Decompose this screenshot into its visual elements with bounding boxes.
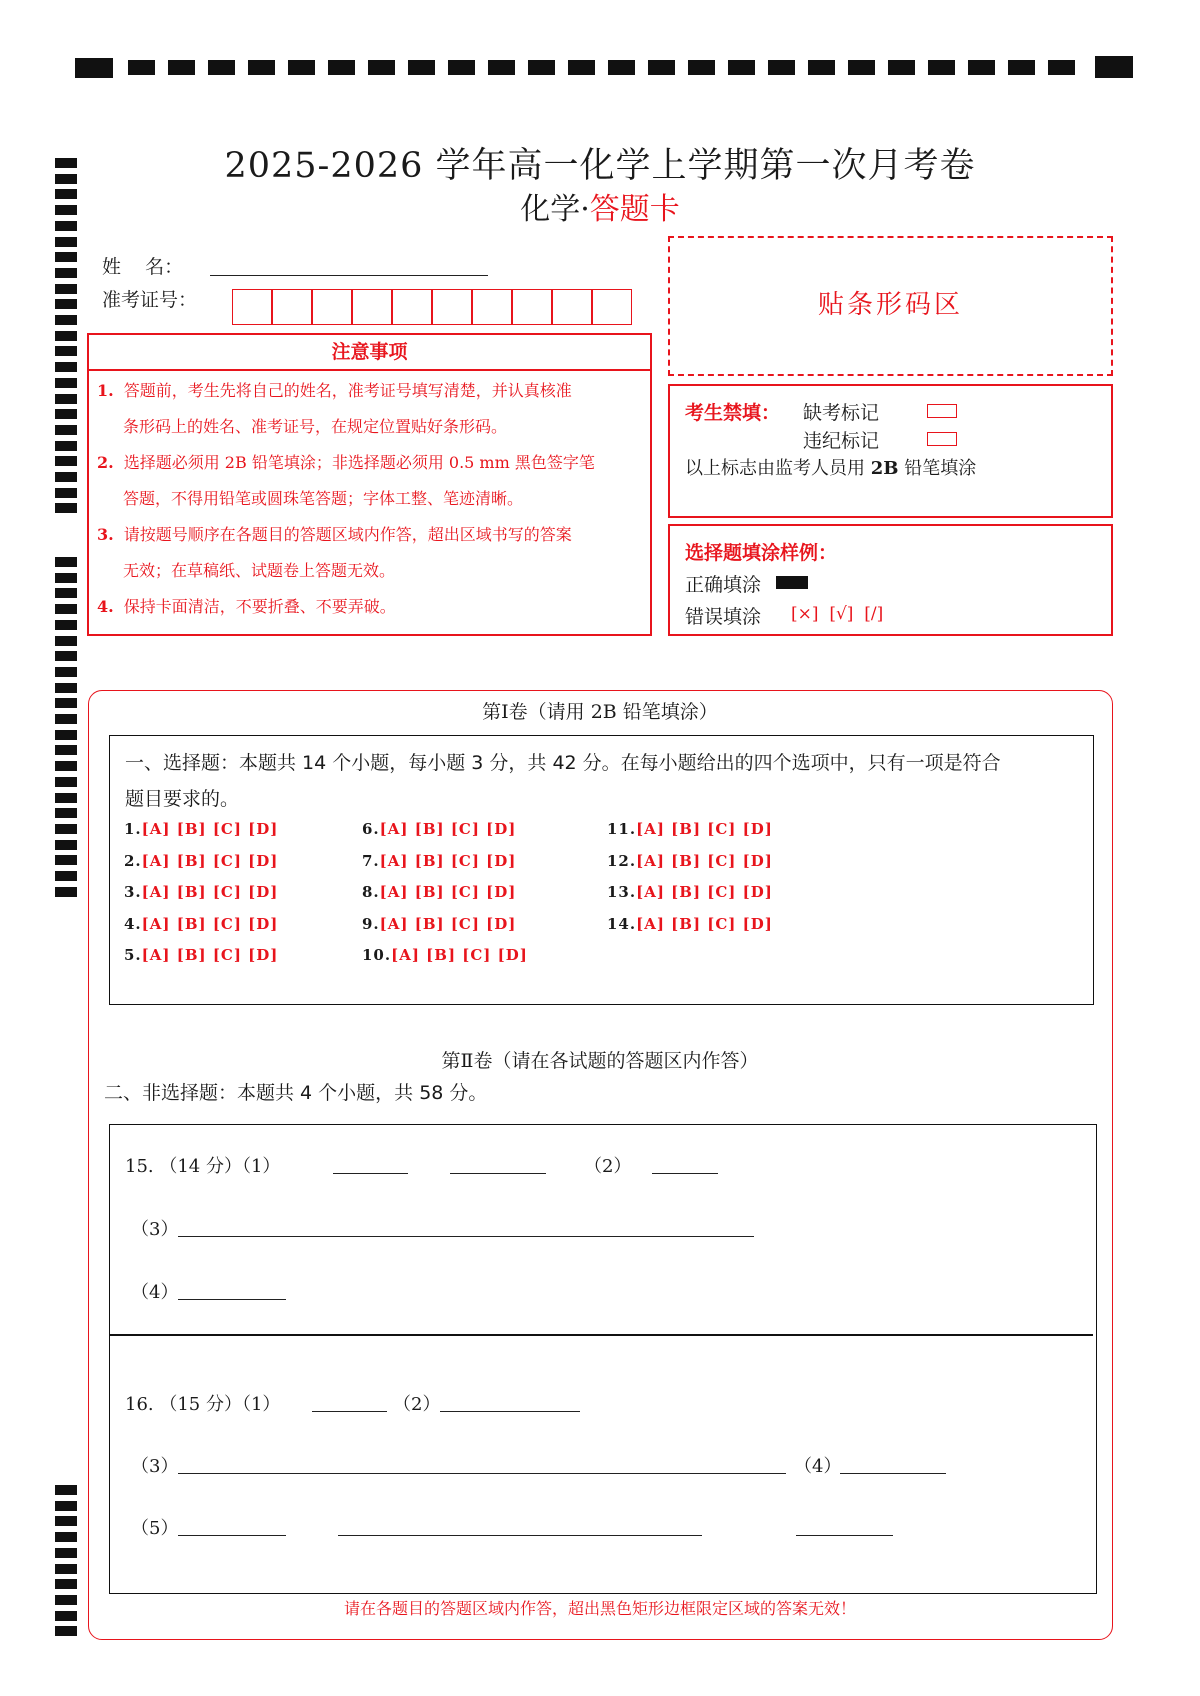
violation-label: 违纪标记 [803,430,880,452]
timing-mark [55,315,77,325]
timing-mark [55,503,77,513]
q15-answer-2[interactable] [652,1173,718,1174]
footer-warning: 请在各题目的答题区域内作答，超出黑色矩形边框限定区域的答案无效！ [343,1599,856,1618]
timing-mark [55,1501,77,1511]
timing-mark [55,745,77,755]
choice-row[interactable]: 3.[A] [B] [C] [D] [124,883,279,901]
q16-part2: （2） [393,1394,441,1415]
choice-row[interactable]: 10.[A] [B] [C] [D] [362,946,528,964]
part2-header: 第Ⅱ卷（请在各试题的答题区内作答） [441,1050,759,1072]
choice-row[interactable]: 7.[A] [B] [C] [D] [362,851,517,870]
timing-mark [968,60,995,75]
timing-mark [688,60,715,75]
timing-mark [55,268,77,278]
barcode-label: 贴条形码区 [817,290,963,320]
q16-answer-5a[interactable] [178,1535,286,1536]
timing-mark [368,60,395,75]
choice-row[interactable]: 6.[A] [B] [C] [D] [362,820,517,838]
timing-mark [55,808,77,818]
exam-id-digit-box[interactable] [592,289,632,325]
exam-id-digit-box[interactable] [472,289,512,325]
timing-mark [1008,60,1035,75]
timing-mark [568,60,595,75]
timing-mark [55,1516,77,1526]
notice-item-line: 无效；在草稿纸、试题卷上答题无效。 [123,561,396,580]
timing-mark [888,60,915,75]
timing-mark [55,573,77,583]
wrong-label: 错误填涂 [685,606,762,628]
exam-id-digit-box[interactable] [312,289,352,325]
choice-instruction: 一、选择题：本题共 14 个小题，每小题 3 分，共 42 分。在每小题给出的四个选项中，只有一项是符合 [125,752,1001,774]
timing-mark [55,409,77,419]
timing-mark [248,60,275,75]
absent-mark-box[interactable] [927,404,957,418]
timing-mark [808,60,835,75]
timing-mark [55,378,77,388]
timing-mark [55,840,77,850]
timing-mark [55,346,77,356]
q16-answer-3[interactable] [178,1473,786,1474]
notice-item [97,589,642,625]
timing-mark [328,60,355,75]
timing-mark [55,604,77,614]
q16-part3: （3） [131,1456,179,1477]
part1-header: 第Ⅰ卷（请用 2B 铅笔填涂） [482,701,718,723]
part2-instruction: 二、非选择题：本题共 4 个小题，共 58 分。 [104,1082,488,1104]
choice-row[interactable]: 2.[A] [B] [C] [D] [124,851,279,870]
timing-mark [768,60,795,75]
exam-id-digit-box[interactable] [232,289,272,325]
violation-mark-box[interactable] [927,432,957,446]
q15-part3: （3） [131,1219,179,1240]
timing-mark [55,855,77,865]
choice-row[interactable]: 8.[A] [B] [C] [D] [362,883,517,901]
timing-mark [55,1485,77,1495]
q15-answer-4[interactable] [178,1299,286,1300]
q16-answer-1[interactable] [312,1411,387,1412]
notice-item-line: 4. 保持卡面清洁，不要折叠、不要弄破。 [97,597,396,616]
timing-mark [55,683,77,693]
notice-item-line: 答题，不得用铅笔或圆珠笔答题；字体工整、笔迹清晰。 [123,489,524,508]
timing-mark [55,1564,77,1574]
timing-mark [55,824,77,834]
notice-item [97,517,642,589]
prohibited-box [668,384,1113,518]
q16-answer-4[interactable] [840,1473,946,1474]
notice-title-box [87,333,652,371]
q16-head: 16. （15 分）（1） [125,1394,281,1415]
q15-part4: （4） [131,1282,179,1303]
timing-mark [55,1532,77,1542]
timing-mark [288,60,315,75]
timing-mark [55,472,77,482]
choice-row[interactable]: 12.[A] [B] [C] [D] [607,851,773,870]
timing-mark [55,362,77,372]
choice-row[interactable]: 9.[A] [B] [C] [D] [362,914,517,933]
timing-mark [448,60,475,75]
timing-mark [55,730,77,740]
timing-mark [208,60,235,75]
sample-title: 选择题填涂样例： [685,542,838,564]
timing-mark [55,777,77,787]
notice-title: 注意事项 [331,341,408,363]
timing-mark [55,425,77,435]
prohibited-note: 以上标志由监考人员用 2B 铅笔填涂 [685,458,977,479]
exam-id-digit-box[interactable] [432,289,472,325]
timing-mark [75,58,113,78]
notice-item-line: 条形码上的姓名、准考证号，在规定位置贴好条形码。 [123,417,508,436]
sample-box [668,524,1113,636]
notice-item-line: 2. 选择题必须用 2B 铅笔填涂；非选择题必须用 0.5 mm 黑色签字笔 [97,453,595,472]
timing-mark [55,557,77,567]
choice-row[interactable]: 1.[A] [B] [C] [D] [124,820,279,838]
timing-mark [928,60,955,75]
timing-mark [528,60,555,75]
q15-part2: （2） [584,1156,632,1177]
timing-mark [55,1548,77,1558]
notice-item-line: 1. 答题前，考生先将自己的姓名，准考证号填写清楚，并认真核准 [97,381,572,400]
barcode-area [668,236,1113,376]
timing-mark [55,237,77,247]
exam-id-digit-box[interactable] [552,289,592,325]
q16-part4: （4） [794,1456,842,1477]
timing-mark [55,793,77,803]
timing-mark [55,394,77,404]
timing-mark [648,60,675,75]
timing-mark [488,60,515,75]
timing-mark [608,60,635,75]
notice-item-line: 3. 请按题号顺序在各题目的答题区域内作答，超出区域书写的答案 [97,525,572,544]
page-title: 2025-2026 学年高一化学上学期第一次月考卷 [224,146,976,186]
correct-label: 正确填涂 [685,574,762,596]
choice-row[interactable]: 11.[A] [B] [C] [D] [607,820,773,838]
timing-mark [55,667,77,677]
timing-mark [168,60,195,75]
exam-id-digit-box[interactable] [512,289,552,325]
q15-answer-3[interactable] [178,1236,754,1237]
timing-mark [408,60,435,75]
open-answer-box [109,1124,1097,1594]
question-divider [109,1334,1093,1336]
prohibited-label: 考生禁填： [685,402,781,424]
timing-mark [728,60,755,75]
notice-box [87,371,652,636]
q16-answer-2[interactable] [440,1411,580,1412]
timing-mark [55,1626,77,1636]
timing-mark [55,871,77,881]
q15-answer-1a[interactable] [333,1173,408,1174]
choice-row[interactable]: 13.[A] [B] [C] [D] [607,883,773,901]
timing-mark [55,488,77,498]
notice-item [97,373,642,445]
timing-mark [55,651,77,661]
timing-mark [55,761,77,771]
timing-mark [848,60,875,75]
choice-row[interactable]: 4.[A] [B] [C] [D] [124,914,279,933]
q15-head: 15. （14 分）（1） [125,1156,281,1177]
timing-mark [55,636,77,646]
choice-row[interactable]: 5.[A] [B] [C] [D] [124,946,279,964]
name-label: 姓 名： [102,256,184,278]
exam-id-label: 准考证号： [102,289,198,311]
timing-mark [55,284,77,294]
timing-mark [55,441,77,451]
timing-mark [55,299,77,309]
timing-mark [55,620,77,630]
page-subtitle: 化学·答题卡 [520,192,680,227]
choice-section [109,735,1094,1005]
timing-mark [1048,60,1075,75]
timing-mark [128,60,155,75]
choice-row[interactable]: 14.[A] [B] [C] [D] [607,914,773,933]
timing-mark [55,1579,77,1589]
notice-item [97,445,642,517]
absent-label: 缺考标记 [803,402,880,424]
q15-answer-1b[interactable] [450,1173,546,1174]
exam-id-digit-box[interactable] [352,289,392,325]
timing-mark [55,588,77,598]
wrong-marks: [×] [√] [/] [791,604,884,624]
choice-instruction-cont: 题目要求的。 [125,788,240,810]
timing-mark [55,887,77,897]
timing-mark [1095,56,1133,78]
name-field[interactable] [210,275,488,276]
q16-answer-5c[interactable] [796,1535,893,1536]
correct-fill-sample [776,576,808,589]
exam-id-digit-box[interactable] [272,289,312,325]
timing-mark [55,331,77,341]
exam-id-digit-box[interactable] [392,289,432,325]
q16-answer-5b[interactable] [338,1535,702,1536]
timing-mark [55,252,77,262]
timing-mark [55,456,77,466]
q16-part5: （5） [131,1518,179,1539]
